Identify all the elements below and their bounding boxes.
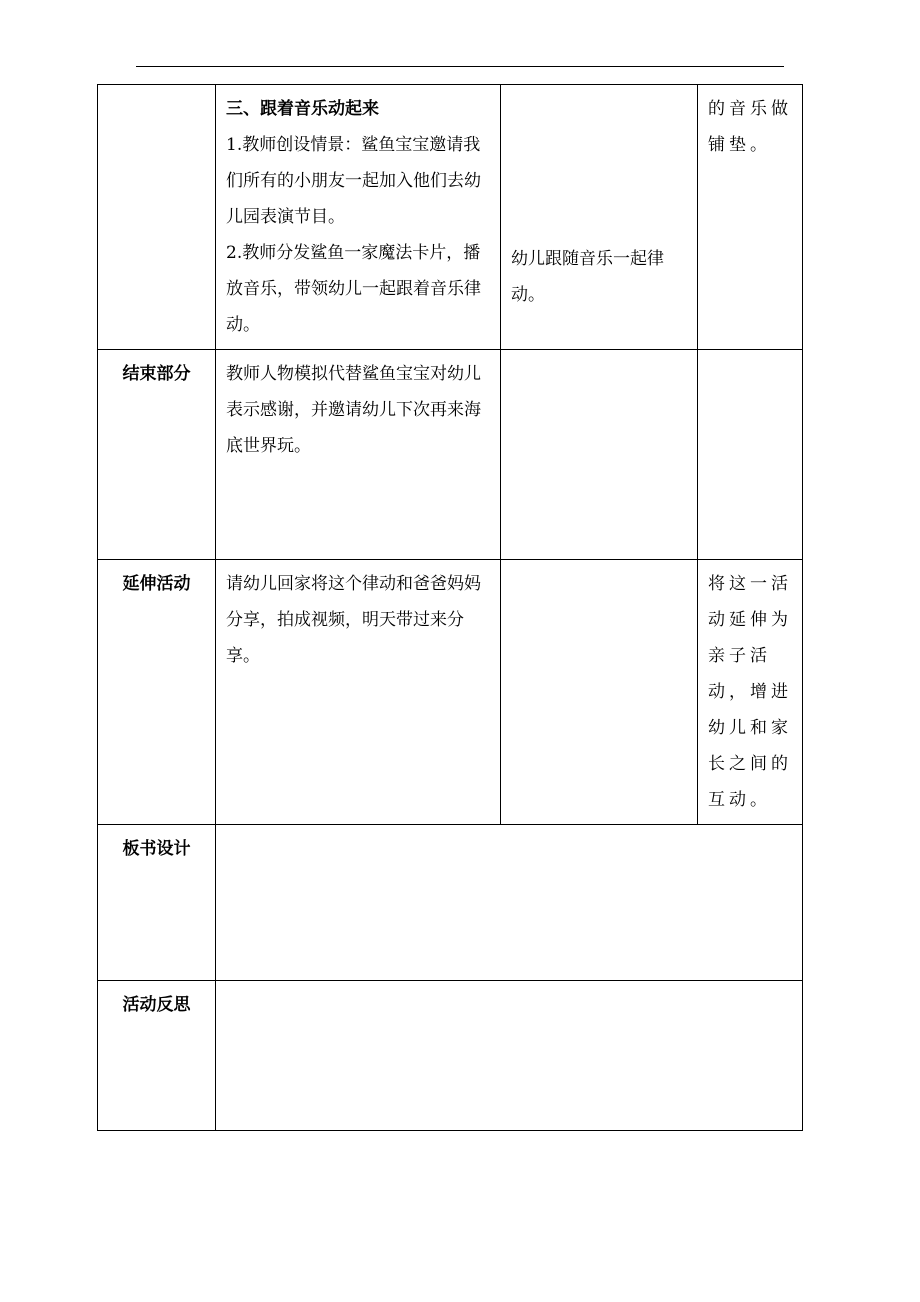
teacher-activity-cell: 请幼儿回家将这个律动和爸爸妈妈分享，拍成视频，明天带过来分享。	[216, 560, 501, 825]
teacher-activity-cell: 教师人物模拟代替鲨鱼宝宝对幼儿表示感谢，并邀请幼儿下次再来海底世界玩。	[216, 350, 501, 560]
reflection-content	[216, 981, 803, 1131]
section-label	[98, 85, 216, 350]
teacher-activity-cell	[216, 85, 501, 350]
design-notes-cell: 将这一活动延伸为亲子活动，增进幼儿和家长之间的互动。	[698, 560, 803, 825]
table-row	[98, 825, 803, 981]
header-rule	[136, 66, 784, 67]
table-row	[98, 560, 803, 825]
child-activity-text: 幼儿跟随音乐一起律动。	[511, 249, 664, 305]
child-activity-cell	[501, 560, 698, 825]
table-row	[98, 350, 803, 560]
section-label: 延伸活动	[98, 560, 216, 825]
child-activity-cell	[501, 85, 698, 350]
table-row	[98, 85, 803, 350]
section-label: 板书设计	[98, 825, 216, 981]
table-row	[98, 981, 803, 1131]
section-label: 活动反思	[98, 981, 216, 1131]
teacher-step-1: 1.教师创设情景：鲨鱼宝宝邀请我们所有的小朋友一起加入他们去幼儿园表演节目。	[226, 135, 481, 227]
child-activity-cell	[501, 350, 698, 560]
section-label: 结束部分	[98, 350, 216, 560]
lesson-plan-table	[97, 84, 803, 1131]
design-notes-cell	[698, 350, 803, 560]
design-notes-cell: 的音乐做铺垫。	[698, 85, 803, 350]
board-design-content	[216, 825, 803, 981]
section-heading: 三、跟着音乐动起来	[226, 99, 379, 119]
teacher-step-2: 2.教师分发鲨鱼一家魔法卡片，播放音乐，带领幼儿一起跟着音乐律动。	[226, 243, 481, 335]
